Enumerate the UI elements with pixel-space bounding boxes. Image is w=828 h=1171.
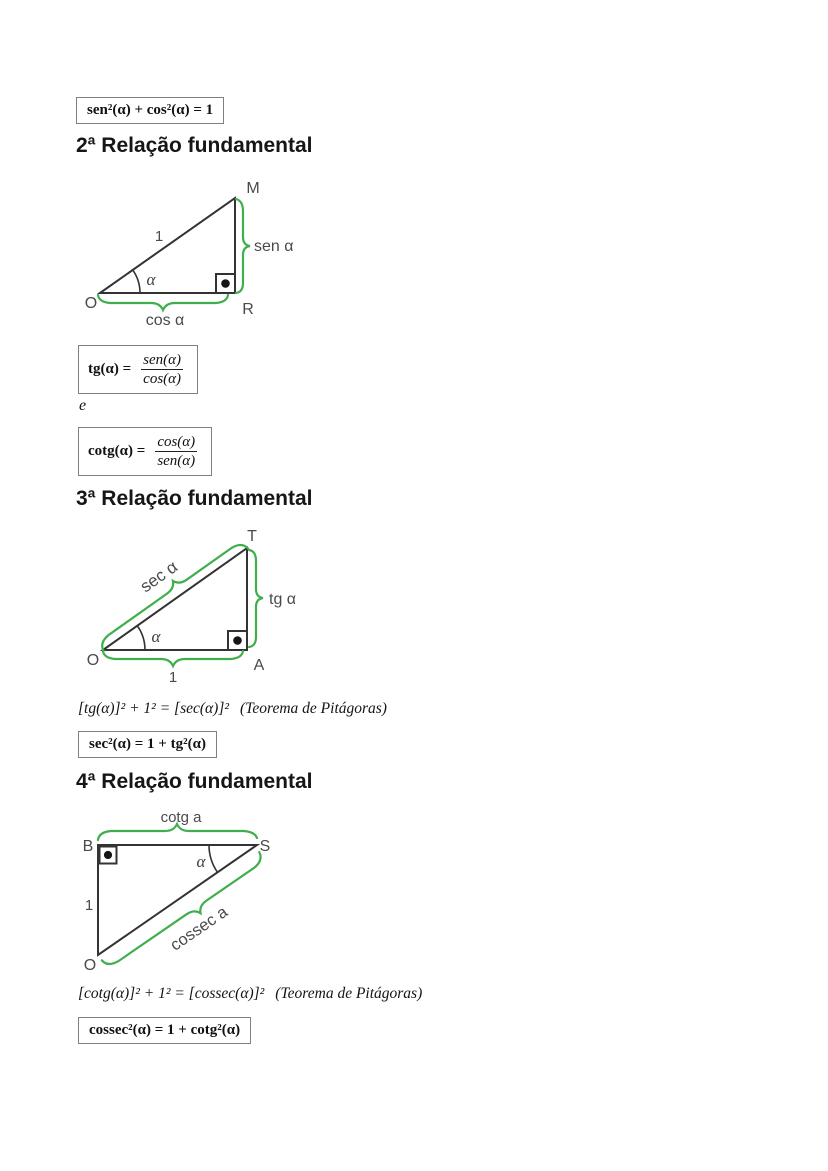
angle-label: α [146,270,156,289]
tg-denominator: cos(α) [143,371,182,387]
formula-box-cotg [78,427,212,476]
vertex-label-m: M [246,180,260,197]
green-brace-hypotenuse [94,535,248,651]
formula-box-sec-result: sec²(α) = 1 + tg²(α) [78,731,217,758]
sen-alpha-label: sen α [254,238,294,255]
angle-label: α [196,852,206,871]
connector-e: e [79,397,87,414]
vertex-label-t: T [247,528,257,545]
tg-lhs: tg(α) = [88,361,132,377]
vertex-label-a: A [253,657,265,674]
cotg-numerator: cos(α) [157,434,196,450]
pythagoras-formula: [cotg(α)]² + 1² = [cossec(α)]² [78,985,265,1002]
green-brace-top [98,824,257,840]
sec-alpha-label: sec α [136,557,182,597]
triangle-outline [100,198,235,293]
cos-alpha-label: cos α [145,312,185,329]
green-brace-right [249,550,263,647]
right-angle-dot [104,851,112,859]
cotg-label: cotg a [160,809,202,826]
tg-fraction [141,351,183,388]
one-label: 1 [84,897,94,914]
formula-box-first-relation: sen²(α) + cos²(α) = 1 [76,97,224,124]
angle-label: α [151,627,161,646]
pythagoras-formula: [tg(α)]² + 1² = [sec(α)]² [78,700,230,717]
triangle-diagram-sen-cos [75,175,325,340]
cotg-denominator: sen(α) [157,453,196,469]
right-angle-dot [221,279,230,288]
heading-second-relation: 2ª Relação fundamental [76,134,313,157]
pythagoras-note: (Teorema de Pitágoras) [275,985,423,1002]
green-brace-hypotenuse [102,852,269,974]
green-brace-bottom [103,651,243,666]
triangle-diagram-cotg-cossec [75,808,335,983]
angle-arc [137,626,145,650]
vertex-label-o: O [86,652,100,669]
right-angle-dot [233,636,242,645]
pythagoras-line-cossec [78,985,422,1003]
vertex-label-o: O [83,957,97,974]
green-brace-right [236,199,250,293]
angle-arc [209,845,218,872]
one-label: 1 [168,669,178,686]
vertex-label-s: S [259,838,271,855]
formula-box-cossec-result: cossec²(α) = 1 + cotg²(α) [78,1017,251,1044]
heading-fourth-relation: 4ª Relação fundamental [76,770,313,793]
triangle-outline [103,548,247,650]
hypotenuse-label: 1 [154,228,164,245]
hypotenuse-brace-group [82,525,248,651]
cotg-fraction [155,433,197,470]
formula-box-tg [78,345,198,394]
tg-numerator: sen(α) [143,352,182,368]
pythagoras-note: (Teorema de Pitágoras) [240,700,387,717]
pythagoras-line-sec [78,700,387,718]
tg-alpha-label: tg α [269,591,297,608]
triangle-diagram-sec-tg [75,525,335,700]
hypotenuse-brace-group [102,852,281,983]
vertex-label-r: R [242,301,254,318]
green-brace-bottom [98,295,228,310]
vertex-label-o: O [84,295,98,312]
cotg-lhs: cotg(α) = [88,443,146,459]
angle-arc [133,270,140,293]
vertex-label-b: B [82,838,94,855]
cossec-label: cossec a [167,902,231,955]
heading-third-relation: 3ª Relação fundamental [76,487,313,510]
